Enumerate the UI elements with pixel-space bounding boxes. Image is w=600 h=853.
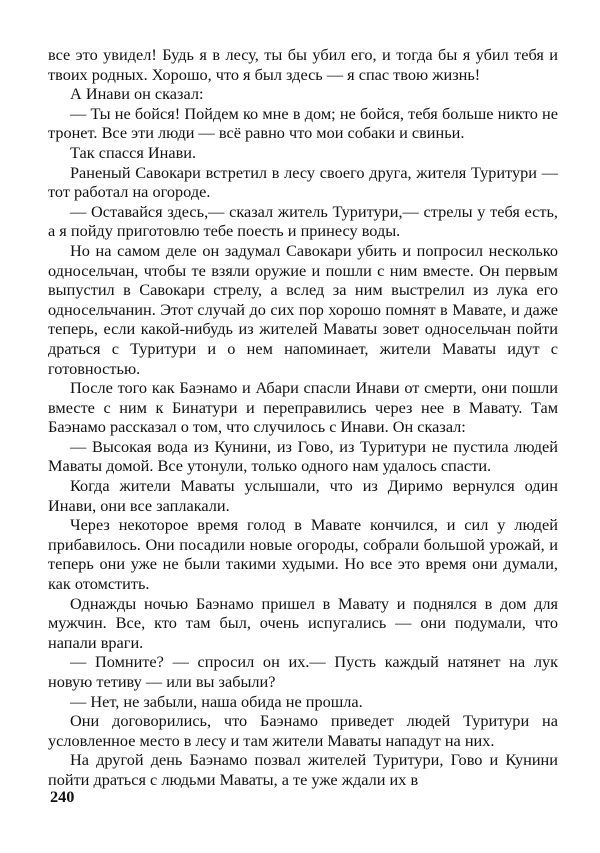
paragraph: Они договорились, что Баэнамо приведет людей Туритури на условленное место в лесу и там жители Маваты нападут на них. <box>48 711 558 750</box>
paragraph: После того как Баэнамо и Абари спасли Инави от смерти, они пошли вместе с ним к Бинатури и переправились через нее в Мавату. Там Баэнамо рассказал о том, что случилось с Инави. Он сказал: <box>48 378 558 437</box>
paragraph: Через некоторое время голод в Мавате кончился, и сил у людей прибавилось. Они посадили новые огороды, собрали большой урожай, и теперь они уже не были такими худыми. Но все это время они думали, как отомстить. <box>48 515 558 594</box>
paragraph: Однажды ночью Баэнамо пришел в Мавату и поднялся в дом для мужчин. Все, кто там был, очень испугались — они подумали, что напали враги. <box>48 593 558 652</box>
page-number: 240 <box>50 787 75 806</box>
paragraph: На другой день Баэнамо позвал жителей Туритури, Гово и Кунини пойти драться с людьми Маваты, а те уже ждали их в <box>48 750 558 789</box>
paragraph: Так спасся Инави. <box>70 142 197 162</box>
paragraph: Когда жители Маваты услышали, что из Диримо вернулся один Инави, они все заплакали. <box>48 476 558 515</box>
paragraph: — Помните? — спросил он их.— Пусть каждый натянет на лук новую тетиву — или вы забыли? <box>48 652 558 691</box>
paragraph: — Ты не бойся! Пойдем ко мне в дом; не бойся, тебя больше никто не тронет. Все эти люди — всё равно что мои собаки и свиньи. <box>48 103 558 143</box>
paragraph: все это увидел! Будь я в лесу, ты бы убил его, и тогда бы я убил тебя и твоих родных. Хорошо, что я был здесь — я спас твою жизнь! <box>48 45 558 84</box>
paragraph: — Высокая вода из Кунини, из Гово, из Туритури не пустила людей Маваты домой. Все утонули, только одного нам удалось спасти. <box>48 436 558 476</box>
paragraph: Но на самом деле он задумал Савокари убить и попросил несколько односельчан, чтобы те взяли оружие и пошли с ним вместе. Он первым выпустил в Савокари стрелу, а вслед за ним выстрелил из лука его односельчанин. Этот случай до сих пор хорошо помнят в Мавате, и даже теперь, если какой-нибудь из жителей Маваты зовет односельчан пойти драться с Туритури и о нем напоминает, жители Маваты идут с готовностью. <box>48 240 558 378</box>
paragraph: — Нет, не забыли, наша обида не прошла. <box>70 691 363 711</box>
paragraph: Раненый Савокари встретил в лесу своего друга, жителя Туритури — тот работал на огороде. <box>48 162 558 202</box>
paragraph: — Оставайся здесь,— сказал житель Туритури,— стрелы у тебя есть, а я пойду приготовлю тебе поесть и принесу воды. <box>48 201 558 241</box>
page-body <box>48 45 558 790</box>
paragraph: А Инави он сказал: <box>70 84 204 104</box>
